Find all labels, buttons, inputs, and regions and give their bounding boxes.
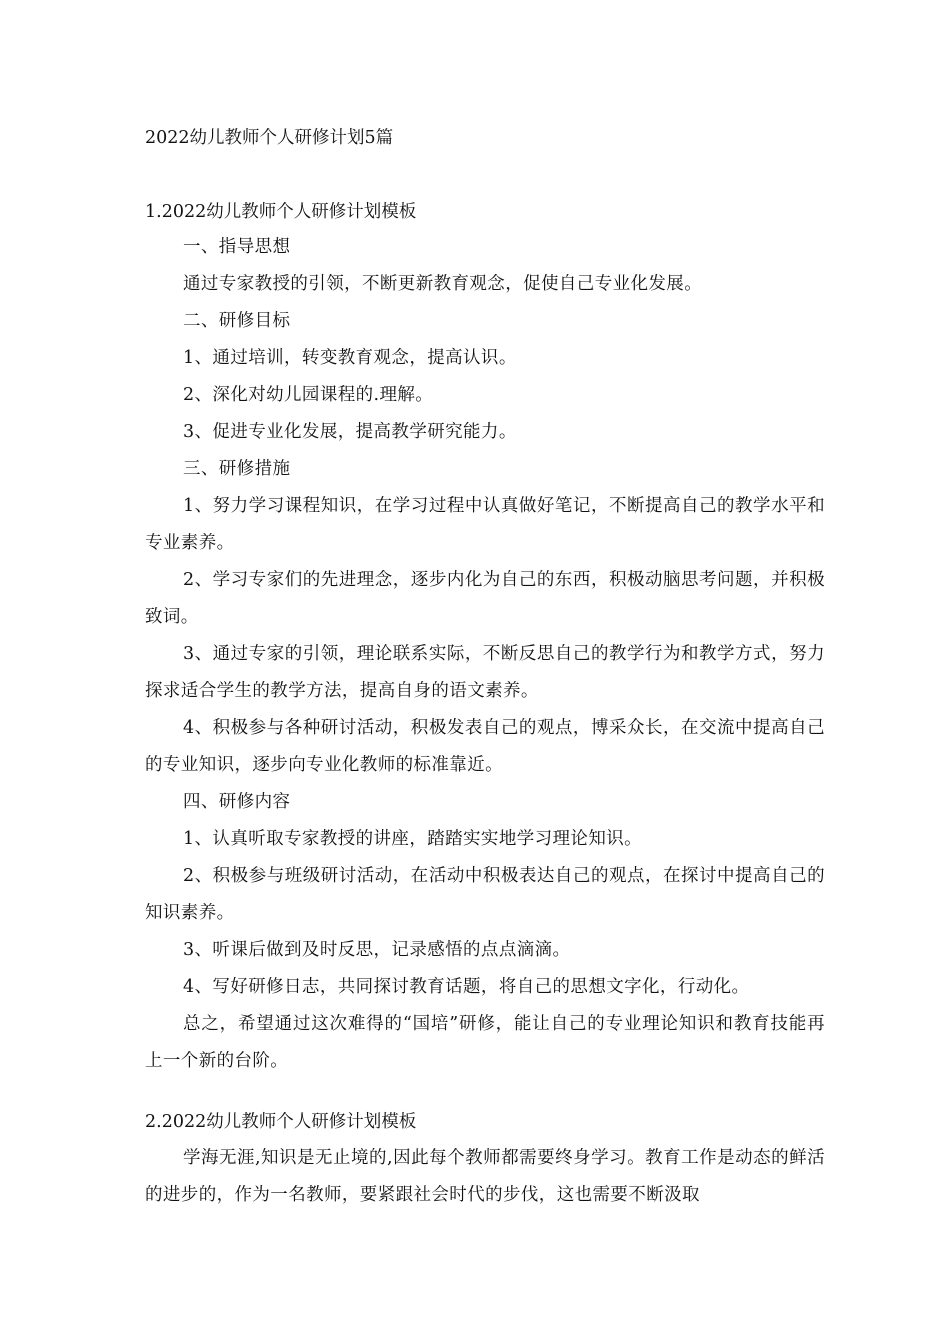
section-1-body (145, 229, 825, 1080)
list-item: 2、深化对幼儿园课程的.理解。 (183, 385, 434, 405)
list-item: 2、积极参与班级研讨活动，在活动中积极表达自己的观点，在探讨中提高自己的知识素养。 (145, 866, 825, 923)
guiding-ideology-heading: 一、指导思想 (183, 237, 291, 257)
conclusion-paragraph: 总之，希望通过这次难得的“国培”研修，能让自己的专业理论知识和教育技能再上一个新的台阶。 (145, 1014, 825, 1071)
body-paragraph: 通过专家教授的引领，不断更新教育观念，促使自己专业化发展。 (183, 274, 703, 294)
body-paragraph: 学海无涯,知识是无止境的,因此每个教师都需要终身学习。教育工作是动态的鲜活的进步的，作为一名教师，要紧跟社会时代的步伐，这也需要不断汲取 (145, 1148, 825, 1205)
research-content-heading: 四、研修内容 (183, 792, 291, 812)
list-item: 4、积极参与各种研讨活动，积极发表自己的观点，博采众长，在交流中提高自己的专业知识，逐步向专业化教师的标准靠近。 (145, 718, 825, 775)
section-1-heading: 1.2022幼儿教师个人研修计划模板 (145, 202, 417, 222)
section-2-heading: 2.2022幼儿教师个人研修计划模板 (145, 1112, 417, 1132)
list-item: 3、听课后做到及时反思，记录感悟的点点滴滴。 (183, 940, 571, 960)
list-item: 4、写好研修日志，共同探讨教育话题，将自己的思想文字化，行动化。 (183, 977, 750, 997)
list-item: 3、通过专家的引领，理论联系实际，不断反思自己的教学行为和教学方式，努力探求适合学生的教学方法，提高自身的语文素养。 (145, 644, 825, 701)
section-2-body (145, 1140, 825, 1214)
list-item: 2、学习专家们的先进理念，逐步内化为自己的东西，积极动脑思考问题，并积极致词。 (145, 570, 825, 627)
document-title: 2022幼儿教师个人研修计划5篇 (145, 128, 394, 148)
list-item: 1、通过培训，转变教育观念，提高认识。 (183, 348, 517, 368)
list-item: 3、促进专业化发展，提高教学研究能力。 (183, 422, 517, 442)
list-item: 1、努力学习课程知识，在学习过程中认真做好笔记，不断提高自己的教学水平和专业素养。 (145, 496, 825, 553)
research-goals-heading: 二、研修目标 (183, 311, 291, 331)
research-measures-heading: 三、研修措施 (183, 459, 291, 479)
list-item: 1、认真听取专家教授的讲座，踏踏实实地学习理论知识。 (183, 829, 643, 849)
